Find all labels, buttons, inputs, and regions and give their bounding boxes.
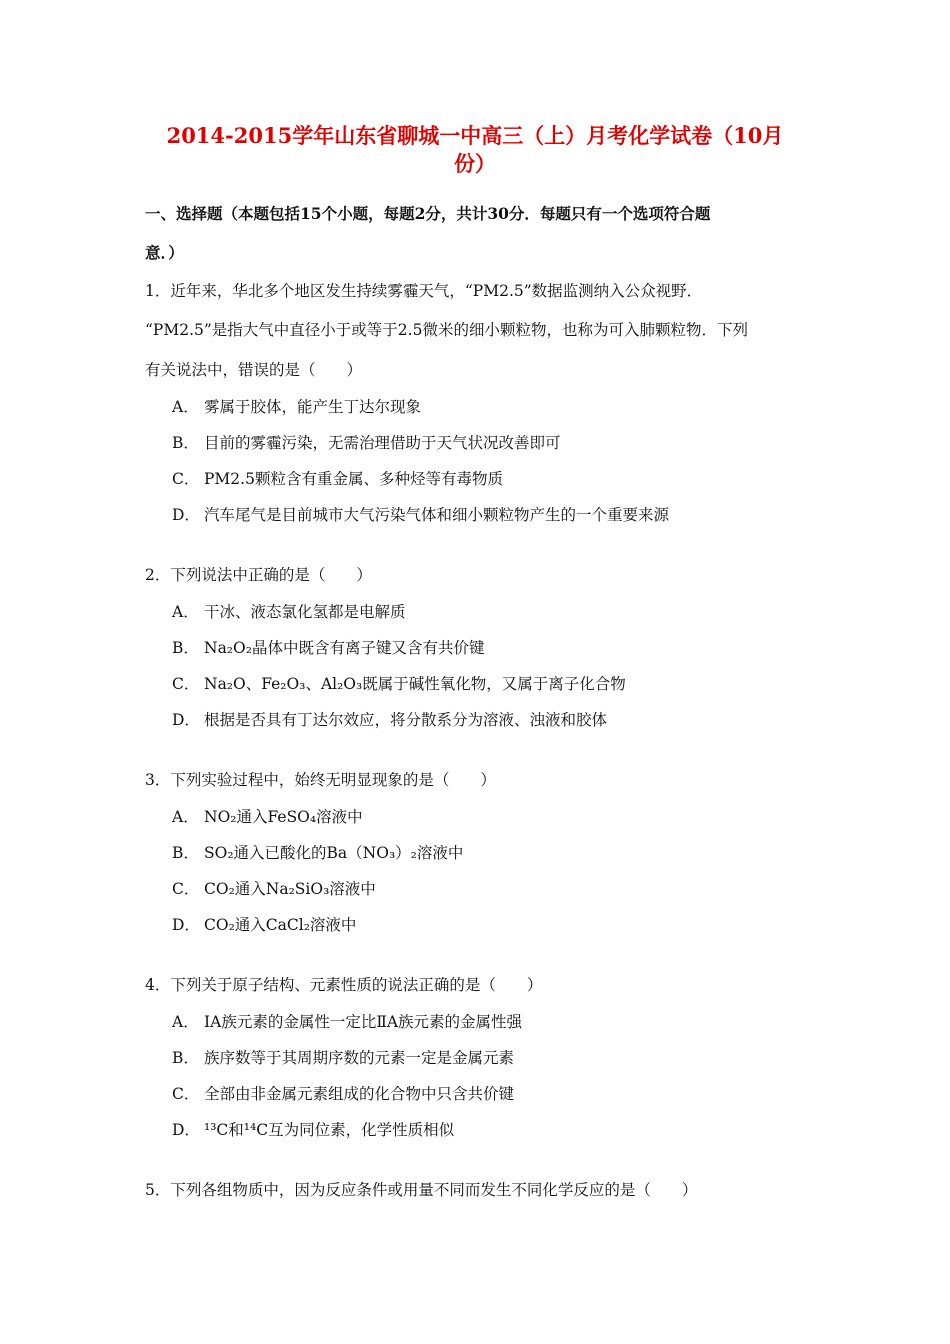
option-b bbox=[172, 843, 463, 863]
option-letter: C． bbox=[172, 880, 200, 898]
option-text: CO₂通入CaCl₂溶液中 bbox=[204, 916, 357, 934]
option-letter: B． bbox=[172, 434, 199, 452]
section-heading: 一、选择题（本题包括15个小题，每题2分，共计30分．每题只有一个选项符合题 bbox=[145, 204, 711, 223]
option-letter: B． bbox=[172, 639, 199, 657]
option-letter: A． bbox=[172, 398, 199, 416]
option-d bbox=[172, 1120, 454, 1140]
option-letter: B． bbox=[172, 844, 199, 862]
option-letter: A． bbox=[172, 808, 199, 826]
option-a bbox=[172, 1012, 522, 1032]
option-letter: D． bbox=[172, 916, 200, 934]
option-text: 根据是否具有丁达尔效应，将分散系分为溶液、浊液和胶体 bbox=[204, 711, 608, 729]
option-d bbox=[172, 915, 356, 935]
option-text: 干冰、液态氯化氢都是电解质 bbox=[204, 603, 406, 621]
option-text: Na₂O₂晶体中既含有离子键又含有共价键 bbox=[204, 639, 485, 657]
option-d bbox=[172, 710, 607, 730]
option-a bbox=[172, 807, 363, 827]
option-text: NO₂通入FeSO₄溶液中 bbox=[204, 808, 363, 826]
option-text: ⅠA族元素的金属性一定比ⅡA族元素的金属性强 bbox=[204, 1013, 523, 1031]
option-text: SO₂通入已酸化的Ba（NO₃）₂溶液中 bbox=[204, 844, 464, 862]
option-text: 全部由非金属元素组成的化合物中只含共价键 bbox=[204, 1085, 515, 1103]
option-letter: C． bbox=[172, 470, 200, 488]
option-letter: C． bbox=[172, 675, 200, 693]
option-c bbox=[172, 879, 376, 899]
option-text: 目前的雾霾污染，无需治理借助于天气状况改善即可 bbox=[204, 434, 561, 452]
option-letter: C． bbox=[172, 1085, 200, 1103]
option-text: PM2.5颗粒含有重金属、多种烃等有毒物质 bbox=[204, 470, 503, 488]
option-text: 族序数等于其周期序数的元素一定是金属元素 bbox=[204, 1049, 515, 1067]
option-text: CO₂通入Na₂SiO₃溶液中 bbox=[204, 880, 376, 898]
option-letter: D． bbox=[172, 1121, 200, 1139]
document-title-line-2: 份） bbox=[454, 151, 496, 176]
option-a bbox=[172, 397, 421, 417]
question-stem: 5．下列各组物质中，因为反应条件或用量不同而发生不同化学反应的是（ ） bbox=[145, 1181, 698, 1199]
option-text: 雾属于胶体，能产生丁达尔现象 bbox=[204, 398, 422, 416]
option-c bbox=[172, 469, 503, 489]
option-text: 汽车尾气是目前城市大气污染气体和细小颗粒物产生的一个重要来源 bbox=[204, 506, 670, 524]
section-heading-cont: 意．） bbox=[145, 243, 184, 262]
option-text: Na₂O、Fe₂O₃、Al₂O₃既属于碱性氧化物，又属于离子化合物 bbox=[204, 675, 626, 693]
option-letter: D． bbox=[172, 711, 200, 729]
option-b bbox=[172, 1048, 514, 1068]
question-stem: 4．下列关于原子结构、元素性质的说法正确的是（ ） bbox=[145, 976, 543, 994]
option-b bbox=[172, 638, 484, 658]
option-a bbox=[172, 602, 406, 622]
question-stem: “PM2.5”是指大气中直径小于或等于2.5微米的细小颗粒物，也称为可入肺颗粒物．下列 bbox=[145, 321, 748, 339]
question-stem: 3．下列实验过程中，始终无明显现象的是（ ） bbox=[145, 771, 496, 789]
document-title-line-1: 2014-2015学年山东省聊城一中高三（上）月考化学试卷（10月 bbox=[166, 123, 784, 148]
option-letter: D． bbox=[172, 506, 200, 524]
option-letter: A． bbox=[172, 1013, 199, 1031]
option-letter: A． bbox=[172, 603, 199, 621]
option-text: ¹³C和¹⁴C互为同位素，化学性质相似 bbox=[204, 1121, 455, 1139]
option-b bbox=[172, 433, 561, 453]
option-c bbox=[172, 674, 626, 694]
question-stem: 2．下列说法中正确的是（ ） bbox=[145, 566, 372, 584]
question-stem: 1．近年来，华北多个地区发生持续雾霾天气，“PM2.5”数据监测纳入公众视野． bbox=[145, 282, 703, 300]
option-c bbox=[172, 1084, 514, 1104]
question-stem: 有关说法中，错误的是（ ） bbox=[145, 361, 363, 379]
option-d bbox=[172, 505, 669, 525]
option-letter: B． bbox=[172, 1049, 199, 1067]
